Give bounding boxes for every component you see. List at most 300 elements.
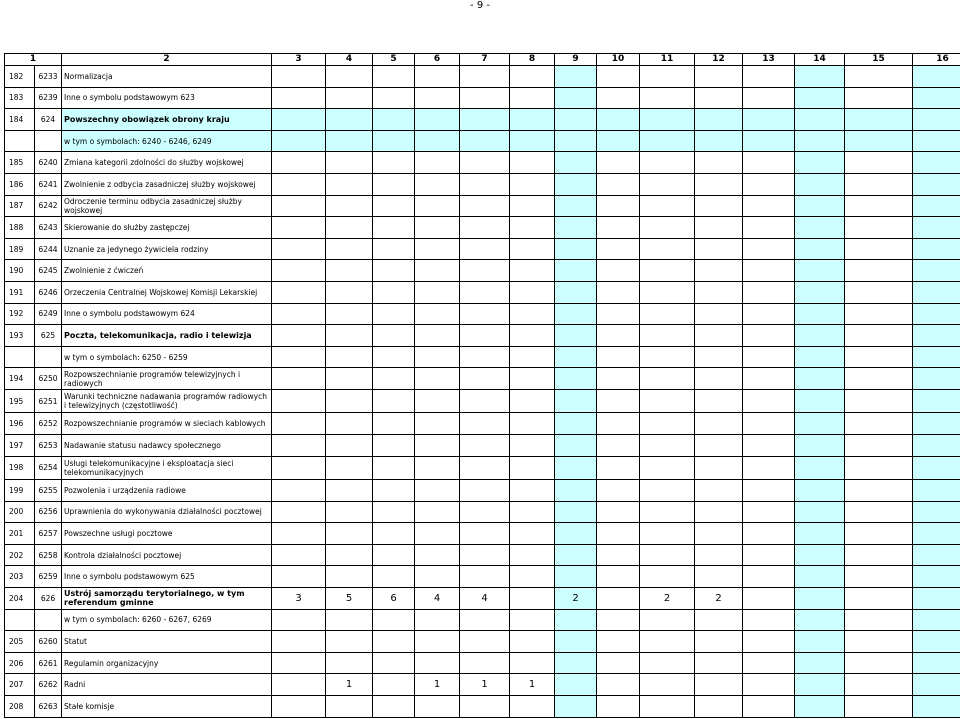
value-cell: [373, 609, 415, 631]
value-cell: [510, 87, 555, 109]
value-cell: [913, 435, 960, 457]
value-cell: [845, 523, 913, 545]
value-cell: [795, 325, 845, 347]
row-number: 182: [5, 66, 35, 88]
value-cell: [415, 609, 460, 631]
value-cell: [326, 195, 373, 217]
value-cell: [845, 696, 913, 718]
value-cell: [845, 652, 913, 674]
value-cell: [743, 674, 795, 696]
value-cell: [795, 435, 845, 457]
value-cell: [272, 238, 326, 260]
value-cell: [326, 480, 373, 502]
value-cell: [743, 588, 795, 610]
value-cell: [913, 173, 960, 195]
value-cell: [597, 281, 640, 303]
value-cell: [743, 413, 795, 435]
name-cell: Rozpowszechnianie programów telewizyjnych i radiowych: [62, 368, 272, 390]
value-cell: [326, 413, 373, 435]
value-cell: [695, 346, 743, 368]
column-header: 12: [695, 54, 743, 66]
name-cell: Powszechny obowiązek obrony kraju: [62, 109, 272, 131]
symbol-cell: 626: [35, 588, 62, 610]
value-cell: [640, 566, 695, 588]
row-number: 199: [5, 480, 35, 502]
value-cell: [640, 652, 695, 674]
row-number: 201: [5, 523, 35, 545]
value-cell: [743, 435, 795, 457]
value-cell: 3: [272, 588, 326, 610]
table-row: [5, 588, 960, 610]
value-cell: [695, 456, 743, 480]
value-cell: [510, 456, 555, 480]
name-cell: Poczta, telekomunikacja, radio i telewizja: [62, 325, 272, 347]
symbol-cell: [35, 130, 62, 152]
column-header: 15: [845, 54, 913, 66]
value-cell: [640, 325, 695, 347]
value-cell: [555, 130, 597, 152]
value-cell: [326, 435, 373, 457]
row-number: 204: [5, 588, 35, 610]
value-cell: [743, 456, 795, 480]
value-cell: [795, 566, 845, 588]
value-cell: [640, 544, 695, 566]
value-cell: [415, 480, 460, 502]
value-cell: [460, 544, 510, 566]
column-header: 3: [272, 54, 326, 66]
value-cell: [795, 152, 845, 174]
value-cell: [640, 173, 695, 195]
value-cell: [640, 413, 695, 435]
value-cell: [460, 368, 510, 390]
value-cell: [640, 346, 695, 368]
value-cell: [272, 544, 326, 566]
table-row: [5, 523, 960, 545]
value-cell: 1: [510, 674, 555, 696]
name-cell: Radni: [62, 674, 272, 696]
value-cell: [415, 152, 460, 174]
value-cell: [460, 238, 510, 260]
value-cell: [555, 368, 597, 390]
value-cell: [795, 389, 845, 413]
symbol-cell: 6259: [35, 566, 62, 588]
symbol-cell: 6256: [35, 501, 62, 523]
column-header: 14: [795, 54, 845, 66]
table-row: [5, 281, 960, 303]
value-cell: [555, 480, 597, 502]
value-cell: [695, 566, 743, 588]
value-cell: [597, 501, 640, 523]
table-row: [5, 346, 960, 368]
value-cell: [555, 566, 597, 588]
value-cell: [640, 456, 695, 480]
symbol-cell: 6253: [35, 435, 62, 457]
value-cell: [913, 130, 960, 152]
value-cell: [510, 413, 555, 435]
symbol-cell: 6245: [35, 260, 62, 282]
name-cell: Uznanie za jedynego żywiciela rodziny: [62, 238, 272, 260]
value-cell: [415, 652, 460, 674]
value-cell: [743, 130, 795, 152]
value-cell: [640, 238, 695, 260]
value-cell: [555, 523, 597, 545]
value-cell: [913, 480, 960, 502]
name-cell: Ustrój samorządu terytorialnego, w tym referendum gminne: [62, 588, 272, 610]
name-cell: Zmiana kategorii zdolności do służby wojskowej: [62, 152, 272, 174]
symbol-cell: 6249: [35, 303, 62, 325]
value-cell: [695, 480, 743, 502]
value-cell: [460, 130, 510, 152]
symbol-cell: 6258: [35, 544, 62, 566]
value-cell: [510, 544, 555, 566]
value-cell: [795, 173, 845, 195]
value-cell: [326, 368, 373, 390]
column-header: 10: [597, 54, 640, 66]
value-cell: [272, 303, 326, 325]
table-row: [5, 544, 960, 566]
value-cell: [845, 152, 913, 174]
value-cell: [373, 109, 415, 131]
value-cell: [743, 260, 795, 282]
value-cell: [555, 696, 597, 718]
row-number: 203: [5, 566, 35, 588]
table-row: [5, 674, 960, 696]
value-cell: 2: [640, 588, 695, 610]
value-cell: [845, 456, 913, 480]
value-cell: [373, 413, 415, 435]
value-cell: [555, 109, 597, 131]
value-cell: [640, 480, 695, 502]
value-cell: [373, 435, 415, 457]
value-cell: [695, 652, 743, 674]
value-cell: [640, 303, 695, 325]
value-cell: [640, 152, 695, 174]
row-number: 198: [5, 456, 35, 480]
value-cell: [510, 130, 555, 152]
value-cell: [743, 609, 795, 631]
value-cell: [743, 173, 795, 195]
symbol-cell: 6239: [35, 87, 62, 109]
value-cell: [373, 195, 415, 217]
value-cell: [555, 544, 597, 566]
value-cell: [743, 652, 795, 674]
value-cell: [460, 389, 510, 413]
row-number: 187: [5, 195, 35, 217]
value-cell: [743, 195, 795, 217]
row-number: 207: [5, 674, 35, 696]
value-cell: [326, 456, 373, 480]
name-cell: Zwolnienie z odbycia zasadniczej służby wojskowej: [62, 173, 272, 195]
value-cell: [597, 696, 640, 718]
row-number: 188: [5, 217, 35, 239]
name-cell: Pozwolenia i urządzenia radiowe: [62, 480, 272, 502]
value-cell: [845, 303, 913, 325]
value-cell: [597, 435, 640, 457]
value-cell: [597, 674, 640, 696]
value-cell: [326, 281, 373, 303]
value-cell: [640, 281, 695, 303]
value-cell: [597, 480, 640, 502]
value-cell: [460, 173, 510, 195]
value-cell: 6: [373, 588, 415, 610]
value-cell: [743, 303, 795, 325]
value-cell: [326, 87, 373, 109]
value-cell: [743, 566, 795, 588]
row-number: 195: [5, 389, 35, 413]
value-cell: [510, 480, 555, 502]
value-cell: [845, 368, 913, 390]
value-cell: [555, 152, 597, 174]
value-cell: [326, 130, 373, 152]
value-cell: [597, 87, 640, 109]
value-cell: [510, 152, 555, 174]
value-cell: [913, 66, 960, 88]
value-cell: [795, 368, 845, 390]
value-cell: [555, 66, 597, 88]
value-cell: 1: [326, 674, 373, 696]
value-cell: [415, 501, 460, 523]
symbol-cell: 6233: [35, 66, 62, 88]
value-cell: [845, 173, 913, 195]
row-number: 194: [5, 368, 35, 390]
value-cell: [415, 389, 460, 413]
value-cell: [795, 588, 845, 610]
value-cell: [373, 674, 415, 696]
table-row: [5, 609, 960, 631]
name-cell: Statut: [62, 631, 272, 653]
table-row: [5, 87, 960, 109]
value-cell: [743, 152, 795, 174]
value-cell: [373, 696, 415, 718]
table-row: [5, 566, 960, 588]
value-cell: [795, 413, 845, 435]
value-cell: [795, 523, 845, 545]
value-cell: [415, 544, 460, 566]
value-cell: [845, 631, 913, 653]
value-cell: [695, 152, 743, 174]
name-cell: w tym o symbolach: 6260 - 6267, 6269: [62, 609, 272, 631]
symbol-cell: 6257: [35, 523, 62, 545]
value-cell: [845, 260, 913, 282]
value-cell: [640, 66, 695, 88]
table-row: [5, 109, 960, 131]
value-cell: 2: [695, 588, 743, 610]
value-cell: [510, 588, 555, 610]
value-cell: [415, 631, 460, 653]
value-cell: [845, 325, 913, 347]
value-cell: [695, 544, 743, 566]
value-cell: [743, 480, 795, 502]
value-cell: [640, 389, 695, 413]
value-cell: [415, 173, 460, 195]
value-cell: [415, 130, 460, 152]
symbol-cell: 6244: [35, 238, 62, 260]
value-cell: [640, 501, 695, 523]
column-header: 9: [555, 54, 597, 66]
value-cell: [845, 130, 913, 152]
value-cell: [272, 195, 326, 217]
value-cell: [460, 631, 510, 653]
value-cell: [460, 217, 510, 239]
value-cell: [373, 544, 415, 566]
value-cell: [845, 87, 913, 109]
value-cell: [743, 389, 795, 413]
value-cell: [460, 152, 510, 174]
value-cell: [695, 238, 743, 260]
symbol-cell: 6240: [35, 152, 62, 174]
value-cell: [415, 260, 460, 282]
value-cell: [326, 501, 373, 523]
value-cell: [795, 696, 845, 718]
value-cell: [373, 66, 415, 88]
value-cell: [913, 456, 960, 480]
value-cell: [913, 413, 960, 435]
value-cell: [795, 480, 845, 502]
value-cell: [326, 109, 373, 131]
value-cell: [460, 260, 510, 282]
value-cell: [695, 109, 743, 131]
value-cell: [415, 238, 460, 260]
value-cell: 4: [460, 588, 510, 610]
value-cell: [272, 389, 326, 413]
value-cell: [695, 368, 743, 390]
name-cell: Regulamin organizacyjny: [62, 652, 272, 674]
value-cell: [695, 87, 743, 109]
value-cell: [695, 501, 743, 523]
value-cell: [845, 109, 913, 131]
value-cell: [597, 66, 640, 88]
value-cell: [597, 260, 640, 282]
value-cell: [272, 66, 326, 88]
table-row: [5, 652, 960, 674]
value-cell: [272, 281, 326, 303]
value-cell: [272, 566, 326, 588]
value-cell: [326, 66, 373, 88]
value-cell: 2: [555, 588, 597, 610]
value-cell: [460, 303, 510, 325]
value-cell: [373, 281, 415, 303]
value-cell: [845, 217, 913, 239]
value-cell: [272, 260, 326, 282]
value-cell: [795, 456, 845, 480]
value-cell: [845, 544, 913, 566]
value-cell: [597, 413, 640, 435]
value-cell: [913, 696, 960, 718]
value-cell: [597, 238, 640, 260]
row-number: 197: [5, 435, 35, 457]
value-cell: [415, 346, 460, 368]
value-cell: [555, 346, 597, 368]
value-cell: 5: [326, 588, 373, 610]
value-cell: [373, 566, 415, 588]
value-cell: [510, 325, 555, 347]
value-cell: [373, 238, 415, 260]
value-cell: [743, 281, 795, 303]
value-cell: [743, 66, 795, 88]
value-cell: [795, 652, 845, 674]
value-cell: [460, 566, 510, 588]
value-cell: [272, 152, 326, 174]
value-cell: [743, 696, 795, 718]
name-cell: Powszechne usługi pocztowe: [62, 523, 272, 545]
value-cell: [795, 501, 845, 523]
value-cell: [510, 346, 555, 368]
value-cell: [272, 674, 326, 696]
value-cell: [555, 238, 597, 260]
value-cell: [695, 325, 743, 347]
column-header: 8: [510, 54, 555, 66]
value-cell: [795, 87, 845, 109]
value-cell: [555, 173, 597, 195]
value-cell: [555, 325, 597, 347]
value-cell: [640, 696, 695, 718]
table-row: [5, 173, 960, 195]
value-cell: [510, 696, 555, 718]
value-cell: [845, 281, 913, 303]
value-cell: [640, 674, 695, 696]
value-cell: [913, 631, 960, 653]
value-cell: [695, 413, 743, 435]
value-cell: [743, 368, 795, 390]
name-cell: Usługi telekomunikacyjne i eksploatacja sieci telekomunikacyjnych: [62, 456, 272, 480]
value-cell: [510, 523, 555, 545]
symbol-cell: 6261: [35, 652, 62, 674]
value-cell: [795, 544, 845, 566]
value-cell: [272, 109, 326, 131]
value-cell: [460, 346, 510, 368]
row-number: 184: [5, 109, 35, 131]
name-cell: Odroczenie terminu odbycia zasadniczej służby wojskowej: [62, 195, 272, 217]
value-cell: [743, 217, 795, 239]
value-cell: [415, 566, 460, 588]
value-cell: [743, 346, 795, 368]
value-cell: [597, 173, 640, 195]
value-cell: [460, 66, 510, 88]
row-number: 200: [5, 501, 35, 523]
value-cell: [510, 609, 555, 631]
value-cell: [913, 501, 960, 523]
table-row: [5, 501, 960, 523]
value-cell: [326, 152, 373, 174]
value-cell: [795, 260, 845, 282]
value-cell: [555, 631, 597, 653]
value-cell: [272, 652, 326, 674]
value-cell: [597, 130, 640, 152]
table-row: [5, 217, 960, 239]
value-cell: [460, 609, 510, 631]
value-cell: [415, 195, 460, 217]
value-cell: [795, 238, 845, 260]
value-cell: [510, 238, 555, 260]
value-cell: [272, 325, 326, 347]
value-cell: [845, 566, 913, 588]
value-cell: [640, 109, 695, 131]
value-cell: [415, 696, 460, 718]
value-cell: [510, 435, 555, 457]
value-cell: [597, 588, 640, 610]
symbol-cell: 6246: [35, 281, 62, 303]
value-cell: [913, 152, 960, 174]
value-cell: [272, 346, 326, 368]
value-cell: [597, 152, 640, 174]
value-cell: [640, 87, 695, 109]
value-cell: [845, 66, 913, 88]
value-cell: [415, 281, 460, 303]
name-cell: Stałe komisje: [62, 696, 272, 718]
name-cell: w tym o symbolach: 6240 - 6246, 6249: [62, 130, 272, 152]
value-cell: [913, 566, 960, 588]
table-row: [5, 631, 960, 653]
